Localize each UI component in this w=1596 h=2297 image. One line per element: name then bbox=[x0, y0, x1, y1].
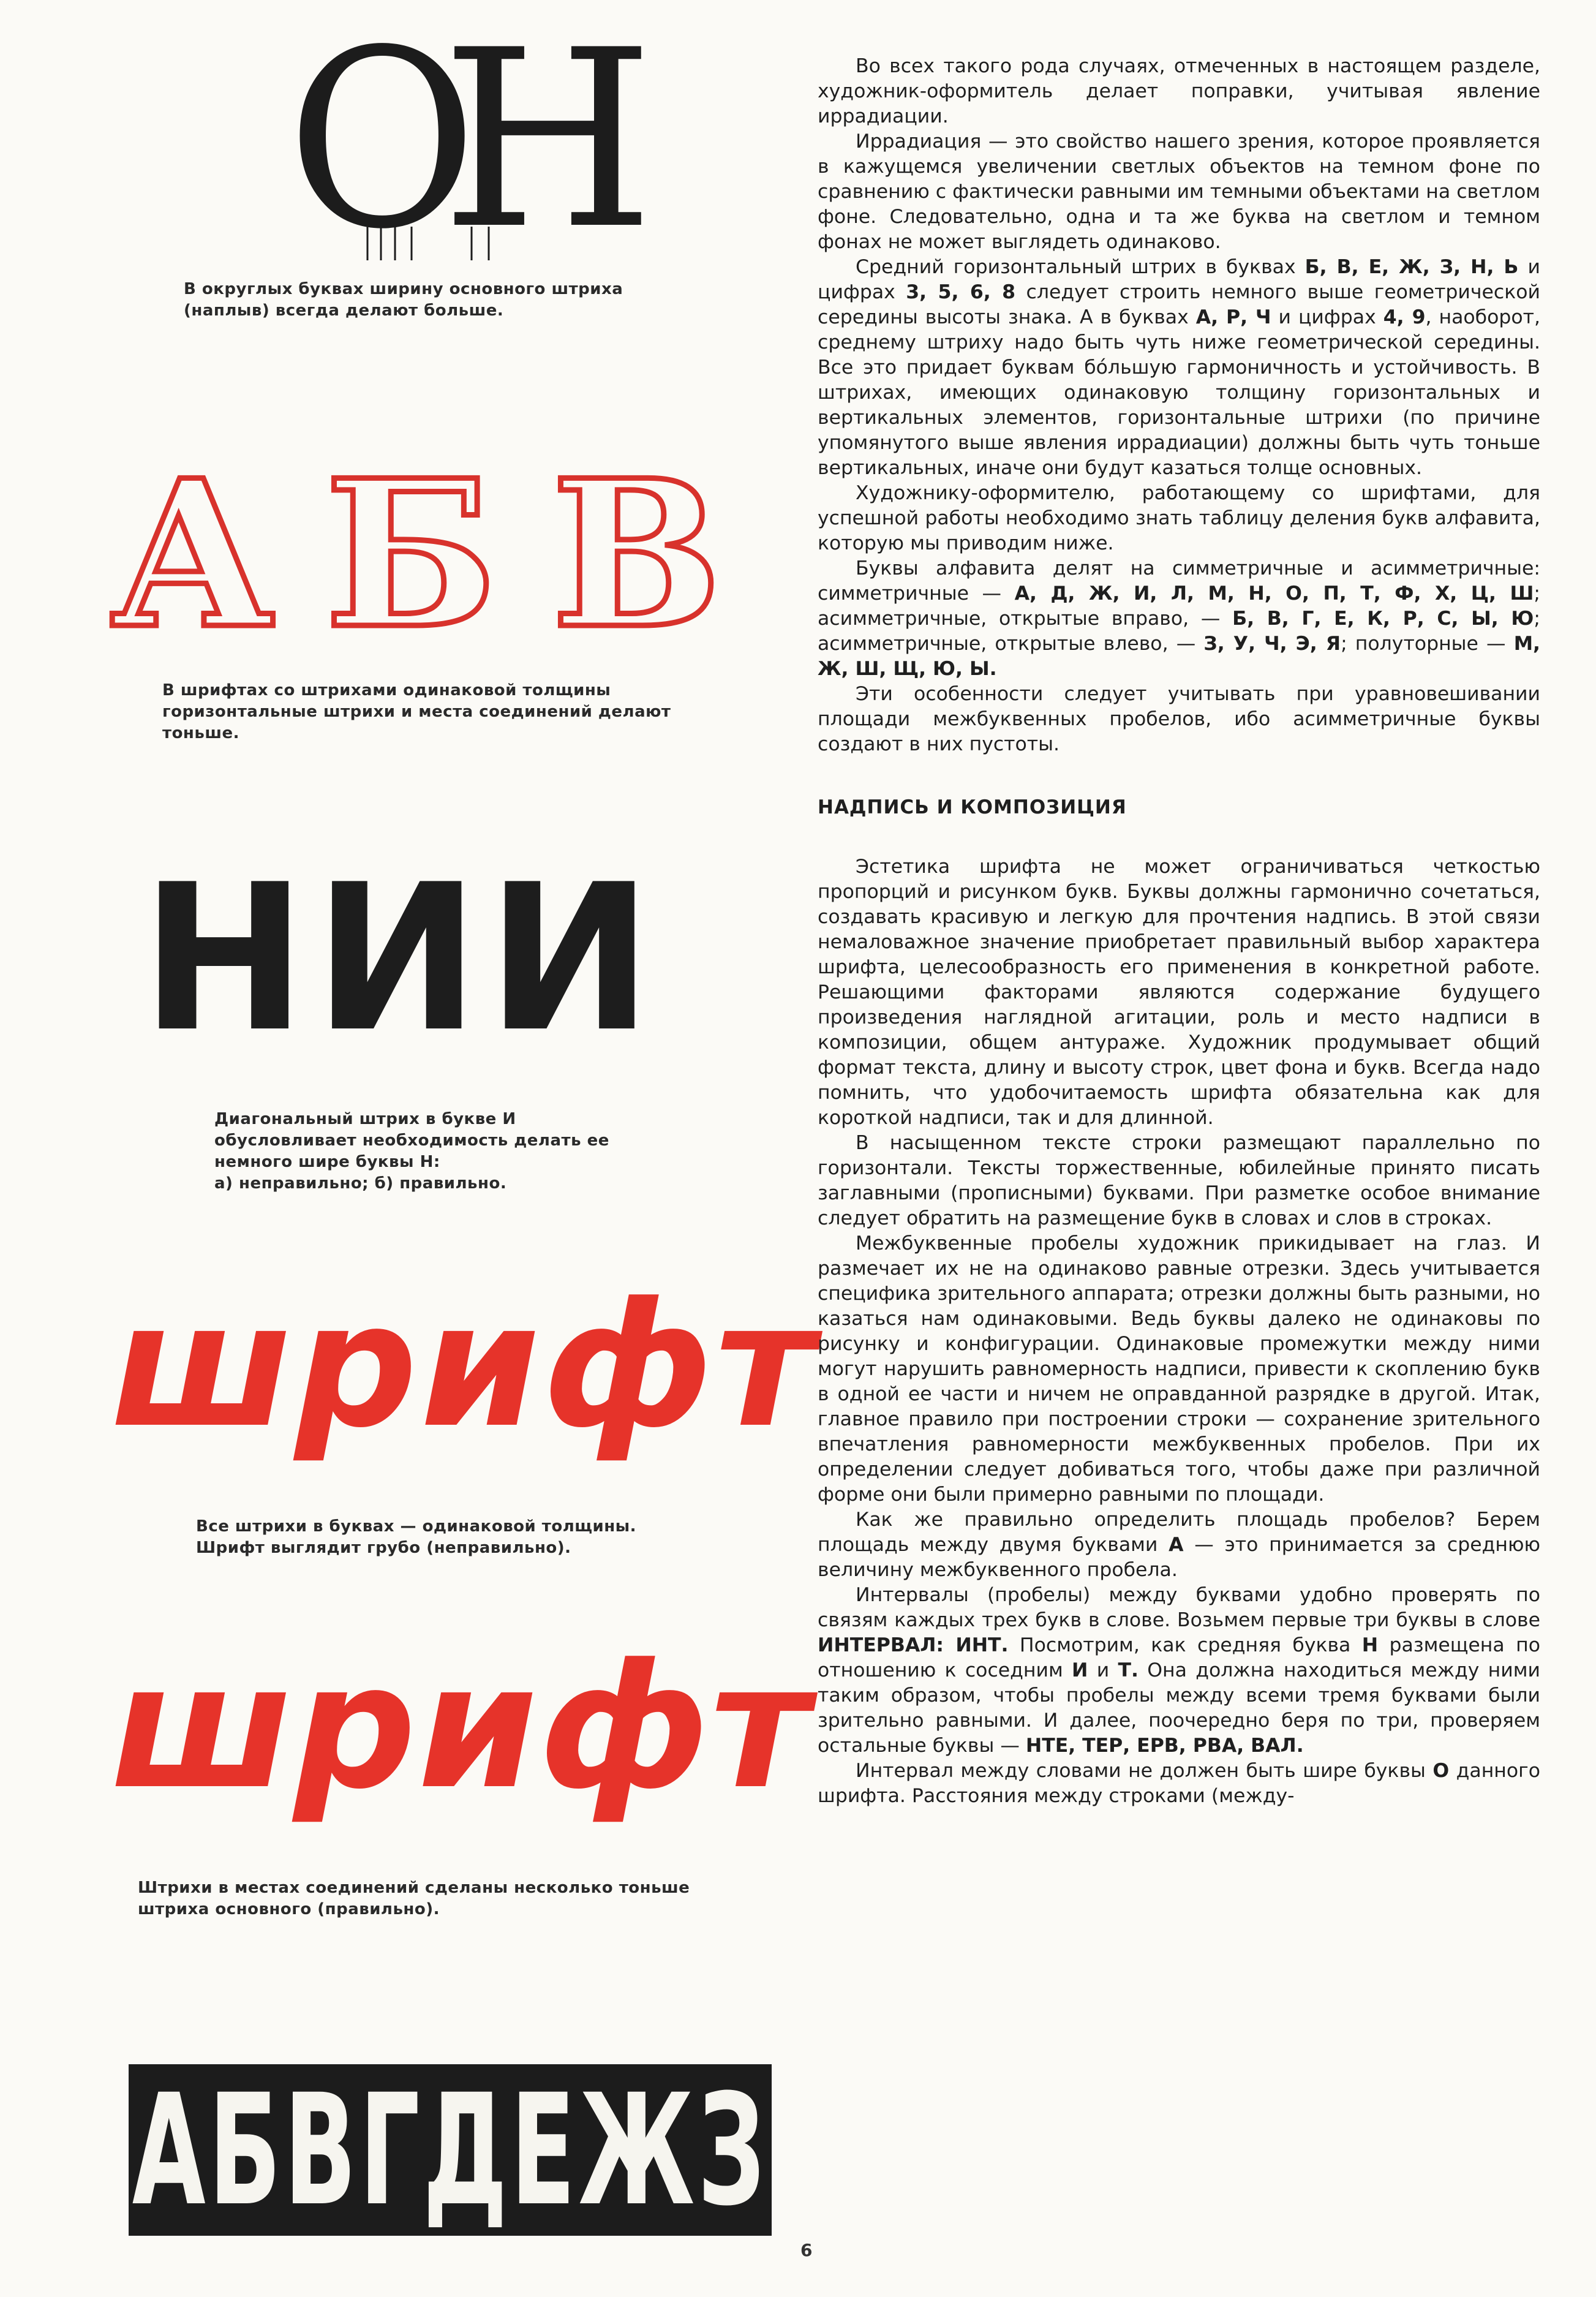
text-run: ; асимметричные, открытые влево, — bbox=[818, 608, 1541, 655]
figure-shrift-wrong bbox=[110, 1266, 818, 1466]
text-run: ; полуторные — bbox=[1341, 633, 1514, 655]
paragraph: Иррадиация — это свойство нашего зрения, которое проявляется в кажущемся увеличении светлых объектов на темном фоне по сравнению с фактически равными им темными объектами на светлом фоне. Следовательно, одна и та же буква на светлом и темном фонах не может выглядеть одинаково. bbox=[818, 130, 1540, 253]
bold-run: А, Д, Ж, И, Л, М, Н, О, П, Т, Ф, Х, Ц, Ш bbox=[1014, 583, 1534, 605]
paragraph bbox=[818, 1759, 1540, 1809]
text-run: данного шрифта. Расстояния между строками (между- bbox=[818, 1760, 1540, 1807]
bold-run: М, Ж, Ш, Щ, Ю, Ы. bbox=[818, 633, 1540, 680]
paragraph bbox=[818, 1507, 1540, 1583]
text-run: Как же правильно определить площадь пробелов? Берем площадь между двумя буквами bbox=[818, 1509, 1540, 1556]
bold-run: И bbox=[1072, 1659, 1088, 1681]
text-run: Интервалы (пробелы) между буквами удобно проверять по связям каждых трех букв в слове. Возьмем первые три буквы в слове bbox=[818, 1584, 1540, 1631]
figure-shrift-right bbox=[110, 1628, 811, 1827]
paragraph bbox=[818, 556, 1540, 682]
caption-line: обусловливает необходимость делать ее bbox=[214, 1131, 609, 1150]
caption-shrift-wrong bbox=[196, 1516, 636, 1559]
caption-line: В шрифтах со штрихами одинаковой толщины bbox=[162, 681, 611, 700]
caption-line: штриха основного (правильно). bbox=[138, 1900, 440, 1918]
caption-line: В округлых буквах ширину основного штриха bbox=[184, 280, 623, 298]
word-nii: НИИ bbox=[141, 841, 660, 1076]
bold-run: 3, 5, 6, 8 bbox=[906, 281, 1016, 303]
bold-run: А, Р, Ч bbox=[1195, 306, 1271, 328]
text-run: и цифрах bbox=[1271, 306, 1383, 328]
text-run: — это принимается за среднюю величину межбуквенного пробела. bbox=[818, 1534, 1540, 1581]
text-run: и цифрах bbox=[818, 256, 1540, 303]
paragraph: Эти особенности следует учитывать при уравновешивании площади межбуквенных пробелов, ибо асимметричные буквы создают в них пустоты. bbox=[818, 683, 1540, 755]
bold-run: Т. bbox=[1118, 1659, 1139, 1681]
text-run: и bbox=[1088, 1659, 1118, 1681]
paragraph: Эстетика шрифта не может ограничиваться четкостью пропорций и рисунком букв. Буквы должны гармонично сочетаться, создавать красивую и легкую для прочтения надпись. В этой связи немаловажное значение приобретает правильный выбор характера шрифта, целесообразность его применения в конкретной работе. Решающими факторами являются содержание будущего произведения наглядной агитации, роль и место надписи в композиции, общем антураже. Художник продумывает общий формат текста, длину и высоту строк, цвет фона и букв. Всегда надо помнить, что удобочитаемость шрифта обязательна как для короткой надписи, так и для длинной. bbox=[818, 856, 1540, 1129]
caption-line: горизонтальные штрихи и места соединений делают bbox=[162, 703, 671, 721]
bold-run: 4, 9 bbox=[1383, 306, 1426, 328]
letter-o: О bbox=[287, 0, 478, 283]
letter-a-outline: А bbox=[110, 436, 275, 673]
caption-line: Штрихи в местах соединений сделаны несколько тоньше bbox=[138, 1879, 690, 1897]
body-text-column bbox=[818, 54, 1540, 1809]
paragraph: В насыщенном тексте строки размещают параллельно по горизонтали. Тексты торжественные, юбилейные принято писать заглавными (прописными) буквами. При разметке особое внимание следует обратить на размещение букв в словах и слов в строках. bbox=[818, 1132, 1540, 1229]
paragraph bbox=[818, 255, 1540, 481]
word-shrift-wrong: шрифт bbox=[110, 1266, 818, 1466]
caption-line: а) неправильно; б) правильно. bbox=[214, 1174, 507, 1193]
figure-oh bbox=[184, 0, 655, 283]
bold-run: З, У, Ч, Э, Я bbox=[1203, 633, 1341, 655]
caption-line: (наплыв) всегда делают больше. bbox=[184, 301, 504, 320]
text-run: размещена по отношению к соседним bbox=[818, 1634, 1540, 1681]
text-run: , наоборот, среднему штриху надо быть чуть ниже геометрической середины. Все это придает буквам бо́льшую гармоничность и устойчивость. В штрихах, имеющих одинаковую толщину горизонтальных и вертикальных элементов, горизонтальные штрихи (по причине упомянутого выше явления иррадиации) должны быть чуть тоньше вертикальных, иначе они будут казаться толще основных. bbox=[818, 306, 1541, 479]
caption-nii bbox=[214, 1109, 609, 1194]
bold-run: А bbox=[1169, 1534, 1184, 1556]
letter-b-outline: Б bbox=[325, 436, 497, 673]
text-run: Посмотрим, как средняя буква bbox=[1008, 1634, 1362, 1656]
paragraph bbox=[818, 1583, 1540, 1759]
word-shrift-right: шрифт bbox=[110, 1628, 811, 1827]
text-run: следует строить немного выше геометрической середины высоты знака. А в буквах bbox=[818, 281, 1540, 328]
text-run: Буквы алфавита делят на симметричные и асимметричные: симметричные — bbox=[818, 557, 1540, 605]
section-heading: НАДПИСЬ И КОМПОЗИЦИЯ bbox=[818, 796, 1127, 818]
letter-v-outline: В bbox=[551, 436, 722, 673]
alphabet-text: АБВГДЕЖЗ bbox=[132, 2061, 769, 2239]
bold-run: НТЕ, ТЕР, ЕРВ, РВА, ВАЛ. bbox=[1025, 1735, 1304, 1757]
caption-line: Все штрихи в буквах — одинаковой толщины. bbox=[196, 1517, 637, 1536]
caption-line: немного шире буквы Н: bbox=[214, 1153, 440, 1171]
text-run: Она должна находиться между ними таким образом, чтобы пробелы между всеми тремя буквами были зрительно равными. И далее, поочередно беря по три, проверяем остальные буквы — bbox=[818, 1659, 1540, 1757]
text-run: Интервал между словами не должен быть шире буквы bbox=[856, 1760, 1433, 1782]
text-run: Средний горизонтальный штрих в буквах bbox=[856, 256, 1305, 278]
paragraph: Художнику-оформителю, работающему со шрифтами, для успешной работы необходимо знать таблицу деления букв алфавита, которую мы приводим ниже. bbox=[818, 482, 1540, 554]
paragraph: Во всех такого рода случаях, отмеченных в настоящем разделе, художник-оформитель делает поправки, учитывая явление иррадиации. bbox=[818, 55, 1540, 127]
page-number: 6 bbox=[800, 2240, 813, 2260]
letter-n: Н bbox=[441, 0, 655, 283]
stroke-guides bbox=[184, 43, 649, 263]
caption-oh bbox=[184, 279, 623, 322]
bold-run: О bbox=[1432, 1760, 1450, 1782]
bold-run: Н bbox=[1361, 1634, 1379, 1656]
bold-run: ИНТЕРВАЛ: ИНТ. bbox=[818, 1634, 1009, 1656]
caption-shrift-right bbox=[138, 1877, 690, 1920]
figure-alphabet-inverse bbox=[129, 2061, 772, 2239]
caption-line: Диагональный штрих в букве И bbox=[214, 1110, 516, 1128]
caption-line: Шрифт выглядит грубо (неправильно). bbox=[196, 1539, 571, 1557]
text-run: ; асимметричные, открытые вправо, — bbox=[818, 583, 1540, 630]
bold-run: Б, В, Г, Е, К, Р, С, Ы, Ю bbox=[1232, 608, 1534, 630]
figure-abv-outline bbox=[110, 436, 747, 673]
paragraph: Межбуквенные пробелы художник прикидывает на глаз. И размечает их не на одинаково равные отрезки. Здесь учитывается специфика зрительного аппарата; отрезки должны быть разными, но казаться нам одинаковыми. Ведь буквы далеко не одинаковы по рисунку и конфигурации. Одинаковые промежутки между ними могут нарушить равномерность надписи, привести к скоплению букв в одной ее части и ничем не оправданной разрядке в другой. Итак, главное правило при построении строки — сохранение зрительного впечатления равномерности межбуквенных пробелов. При их определении следует добиваться того, чтобы даже при различной форме они были примерно равными по площади. bbox=[818, 1232, 1540, 1506]
caption-line: тоньше. bbox=[162, 724, 239, 742]
caption-abv bbox=[162, 680, 671, 744]
bold-run: Б, В, Е, Ж, З, Н, Ь bbox=[1304, 256, 1519, 278]
figure-nii bbox=[141, 841, 692, 1076]
